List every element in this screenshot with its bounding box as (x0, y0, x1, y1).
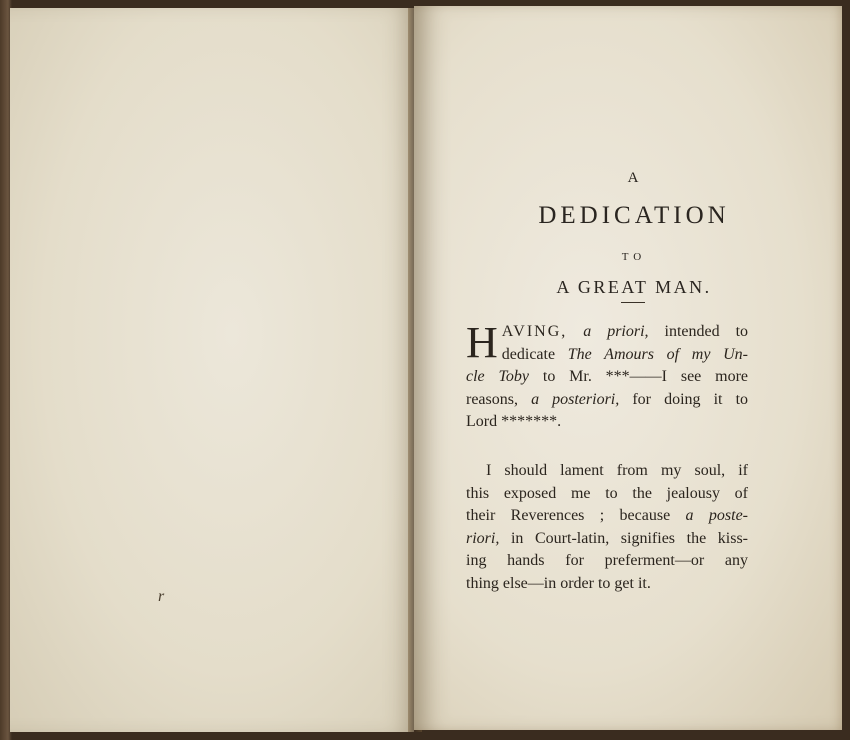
p2-line-1: I should lament from my soul, if (486, 462, 748, 479)
p1-line-4: reasons, a posteriori, for doing it to (466, 390, 749, 408)
p1-line-5: Lord *******. (466, 413, 562, 430)
show-through-text (10, 308, 414, 329)
p1-line-3: cle Toby to Mr. ***——I see more (466, 368, 748, 385)
p2-line-2: this exposed me to the jealousy of (466, 484, 748, 502)
drop-cap: H (466, 318, 498, 367)
p1-line-1: AVING, a priori, intended to (501, 323, 749, 340)
right-page (414, 6, 842, 730)
show-through-right (494, 91, 501, 107)
heading-a: A (627, 170, 641, 186)
heading-dedication: DEDICATION (538, 202, 730, 229)
p1-line-2: dedicate The Amours of my Un- (501, 345, 748, 363)
heading-to: TO (621, 251, 647, 263)
paragraph-2 (466, 460, 748, 595)
paragraph-1 (466, 318, 749, 434)
left-page (10, 8, 414, 732)
p2-line-4: riori, in Court-latin, signifies the kiss- (466, 529, 749, 547)
show-through-subtitle (10, 256, 414, 272)
heading-great-man: A GREAT MAN. (556, 277, 712, 297)
p2-line-6: thing else—in order to get it. (466, 574, 651, 592)
show-through-title (10, 203, 414, 237)
p2-line-5: ing hands for preferment—or any (466, 552, 748, 569)
ink-mark: r (158, 588, 165, 605)
p2-line-3: their Reverences ; because a poste- (466, 507, 748, 524)
heading-rule (621, 302, 645, 303)
